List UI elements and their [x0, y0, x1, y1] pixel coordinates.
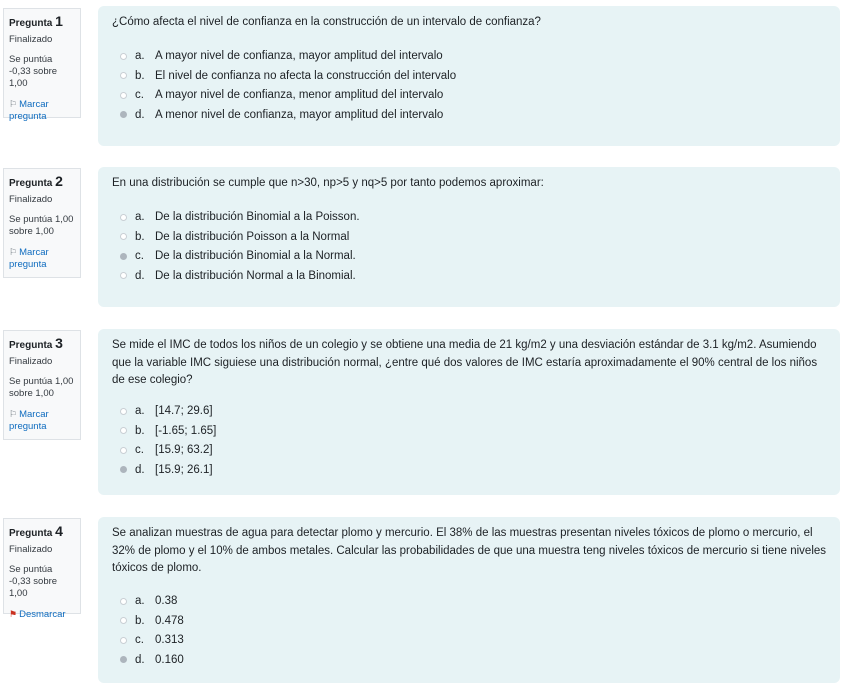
radio-button[interactable] [120, 233, 127, 240]
answer-option[interactable] [120, 227, 828, 247]
answer-letter: b. [135, 69, 145, 82]
question-number: 3 [55, 335, 63, 351]
radio-button[interactable] [120, 617, 127, 624]
radio-button[interactable] [120, 72, 127, 79]
answer-option[interactable] [120, 441, 828, 461]
answer-text: El nivel de confianza no afecta la construcción del intervalo [155, 69, 457, 82]
radio-button[interactable] [120, 408, 127, 415]
answer-option[interactable] [120, 421, 828, 441]
question-label: Pregunta [9, 340, 53, 351]
answer-option[interactable] [120, 208, 828, 228]
question-title [9, 175, 75, 190]
radio-button-selected[interactable] [120, 656, 127, 663]
flag-label: Marcar pregunta [9, 247, 49, 270]
radio-button[interactable] [120, 427, 127, 434]
question-label: Pregunta [9, 18, 53, 29]
answer-text: 0.38 [155, 595, 178, 608]
question-text: ¿Cómo afecta el nivel de confianza en la construcción de un intervalo de confianza? [112, 16, 541, 28]
answer-text: [14.7; 29.6] [155, 405, 213, 418]
question-content [98, 517, 840, 683]
question-title [9, 337, 75, 352]
answer-letter: c. [135, 444, 144, 457]
question-text: En una distribución se cumple que n>30, np>5 y nq>5 por tanto podemos aproximar: [112, 177, 544, 189]
question-title [9, 525, 75, 540]
answer-letter: a. [135, 211, 145, 224]
question-content [98, 167, 840, 307]
answer-text: A mayor nivel de confianza, mayor amplitud del intervalo [155, 50, 443, 63]
answer-text: De la distribución Poisson a la Normal [155, 230, 350, 243]
question-label: Pregunta [9, 528, 53, 539]
radio-button[interactable] [120, 272, 127, 279]
answer-letter: d. [135, 269, 145, 282]
flag-icon: ⚐ [9, 99, 18, 109]
radio-button[interactable] [120, 598, 127, 605]
unflag-question-link[interactable] [9, 608, 75, 621]
answer-letter: c. [135, 89, 144, 102]
answer-letter: b. [135, 230, 145, 243]
question-title [9, 15, 75, 30]
answer-option[interactable] [120, 460, 828, 480]
radio-button-selected[interactable] [120, 253, 127, 260]
answer-option[interactable] [120, 86, 828, 106]
answer-text: De la distribución Binomial a la Poisson. [155, 211, 360, 224]
flag-question-link[interactable] [9, 408, 75, 433]
answer-option[interactable] [120, 247, 828, 267]
answer-text: 0.478 [155, 614, 184, 627]
answer-text: [15.9; 63.2] [155, 444, 213, 457]
answer-option[interactable] [120, 402, 828, 422]
answer-letter: d. [135, 653, 145, 666]
question-info [3, 168, 81, 278]
flag-label: Marcar pregunta [9, 409, 49, 432]
flag-icon: ⚐ [9, 409, 18, 419]
question-content [98, 329, 840, 495]
flag-label: Marcar pregunta [9, 99, 49, 122]
flag-filled-icon: ⚑ [9, 609, 18, 619]
answer-option[interactable] [120, 266, 828, 286]
radio-button-selected[interactable] [120, 111, 127, 118]
answer-letter: a. [135, 405, 145, 418]
answer-option[interactable] [120, 631, 828, 651]
question-number: 2 [55, 173, 63, 189]
answer-text: De la distribución Binomial a la Normal. [155, 250, 356, 263]
flag-label: Desmarcar [19, 609, 66, 620]
flag-icon: ⚐ [9, 247, 18, 257]
answer-letter: a. [135, 50, 145, 63]
answer-text: [15.9; 26.1] [155, 463, 213, 476]
answer-letter: d. [135, 463, 145, 476]
question-state: Finalizado [9, 544, 53, 555]
question-number: 4 [55, 523, 63, 539]
answer-letter: c. [135, 250, 144, 263]
question-text: Se analizan muestras de agua para detectar plomo y mercurio. El 38% de las muestras presentan niveles tóxicos de plomo o mercurio, el 32% de plomo y el 10% de ambos metales. Calcular las probabilidades de que una muestra teng niveles tóxicos de mercurio si tiene niveles tóxicos de plomo. [112, 527, 827, 574]
question-content [98, 6, 840, 146]
answer-list [120, 592, 828, 670]
radio-button[interactable] [120, 214, 127, 221]
radio-button[interactable] [120, 53, 127, 60]
answer-text: A mayor nivel de confianza, menor amplitud del intervalo [155, 89, 444, 102]
question-info [3, 518, 81, 620]
answer-option[interactable] [120, 47, 828, 67]
flag-question-link[interactable] [9, 98, 75, 123]
radio-button[interactable] [120, 637, 127, 644]
answer-text: De la distribución Normal a la Binomial. [155, 269, 356, 282]
question-grade: Se puntúa -0,33 sobre 1,00 [9, 564, 58, 599]
answer-option[interactable] [120, 611, 828, 631]
question-info [3, 330, 81, 440]
answer-letter: a. [135, 595, 145, 608]
answer-text: A menor nivel de confianza, mayor amplitud del intervalo [155, 108, 444, 121]
radio-button[interactable] [120, 447, 127, 454]
answer-letter: b. [135, 424, 145, 437]
answer-text: 0.313 [155, 634, 184, 647]
question-state: Finalizado [9, 194, 53, 205]
answer-text: [-1.65; 1.65] [155, 424, 217, 437]
answer-list [120, 208, 828, 286]
question-label: Pregunta [9, 178, 53, 189]
flag-question-link[interactable] [9, 246, 75, 271]
answer-text: 0.160 [155, 653, 184, 666]
question-info [3, 8, 81, 122]
answer-letter: d. [135, 108, 145, 121]
answer-letter: c. [135, 634, 144, 647]
answer-list [120, 47, 828, 125]
answer-list [120, 402, 828, 480]
question-state: Finalizado [9, 34, 53, 45]
answer-option[interactable] [120, 650, 828, 670]
answer-option[interactable] [120, 592, 828, 612]
question-grade: Se puntúa 1,00 sobre 1,00 [9, 376, 74, 399]
answer-letter: b. [135, 614, 145, 627]
answer-option[interactable] [120, 66, 828, 86]
answer-option[interactable] [120, 105, 828, 125]
question-grade: Se puntúa 1,00 sobre 1,00 [9, 214, 74, 237]
question-state: Finalizado [9, 356, 53, 367]
radio-button-selected[interactable] [120, 466, 127, 473]
question-number: 1 [55, 13, 63, 29]
radio-button[interactable] [120, 92, 127, 99]
question-grade: Se puntúa -0,33 sobre 1,00 [9, 54, 58, 89]
question-text: Se mide el IMC de todos los niños de un colegio y se obtiene una media de 21 kg/m2 y una desviación estándar de 3.1 kg/m2. Asumiendo que la variable IMC siguiese una distribución normal, ¿entre qué dos valores de IMC estaría aproximadamente el 90% central de los niños de ese colegio? [112, 339, 818, 386]
